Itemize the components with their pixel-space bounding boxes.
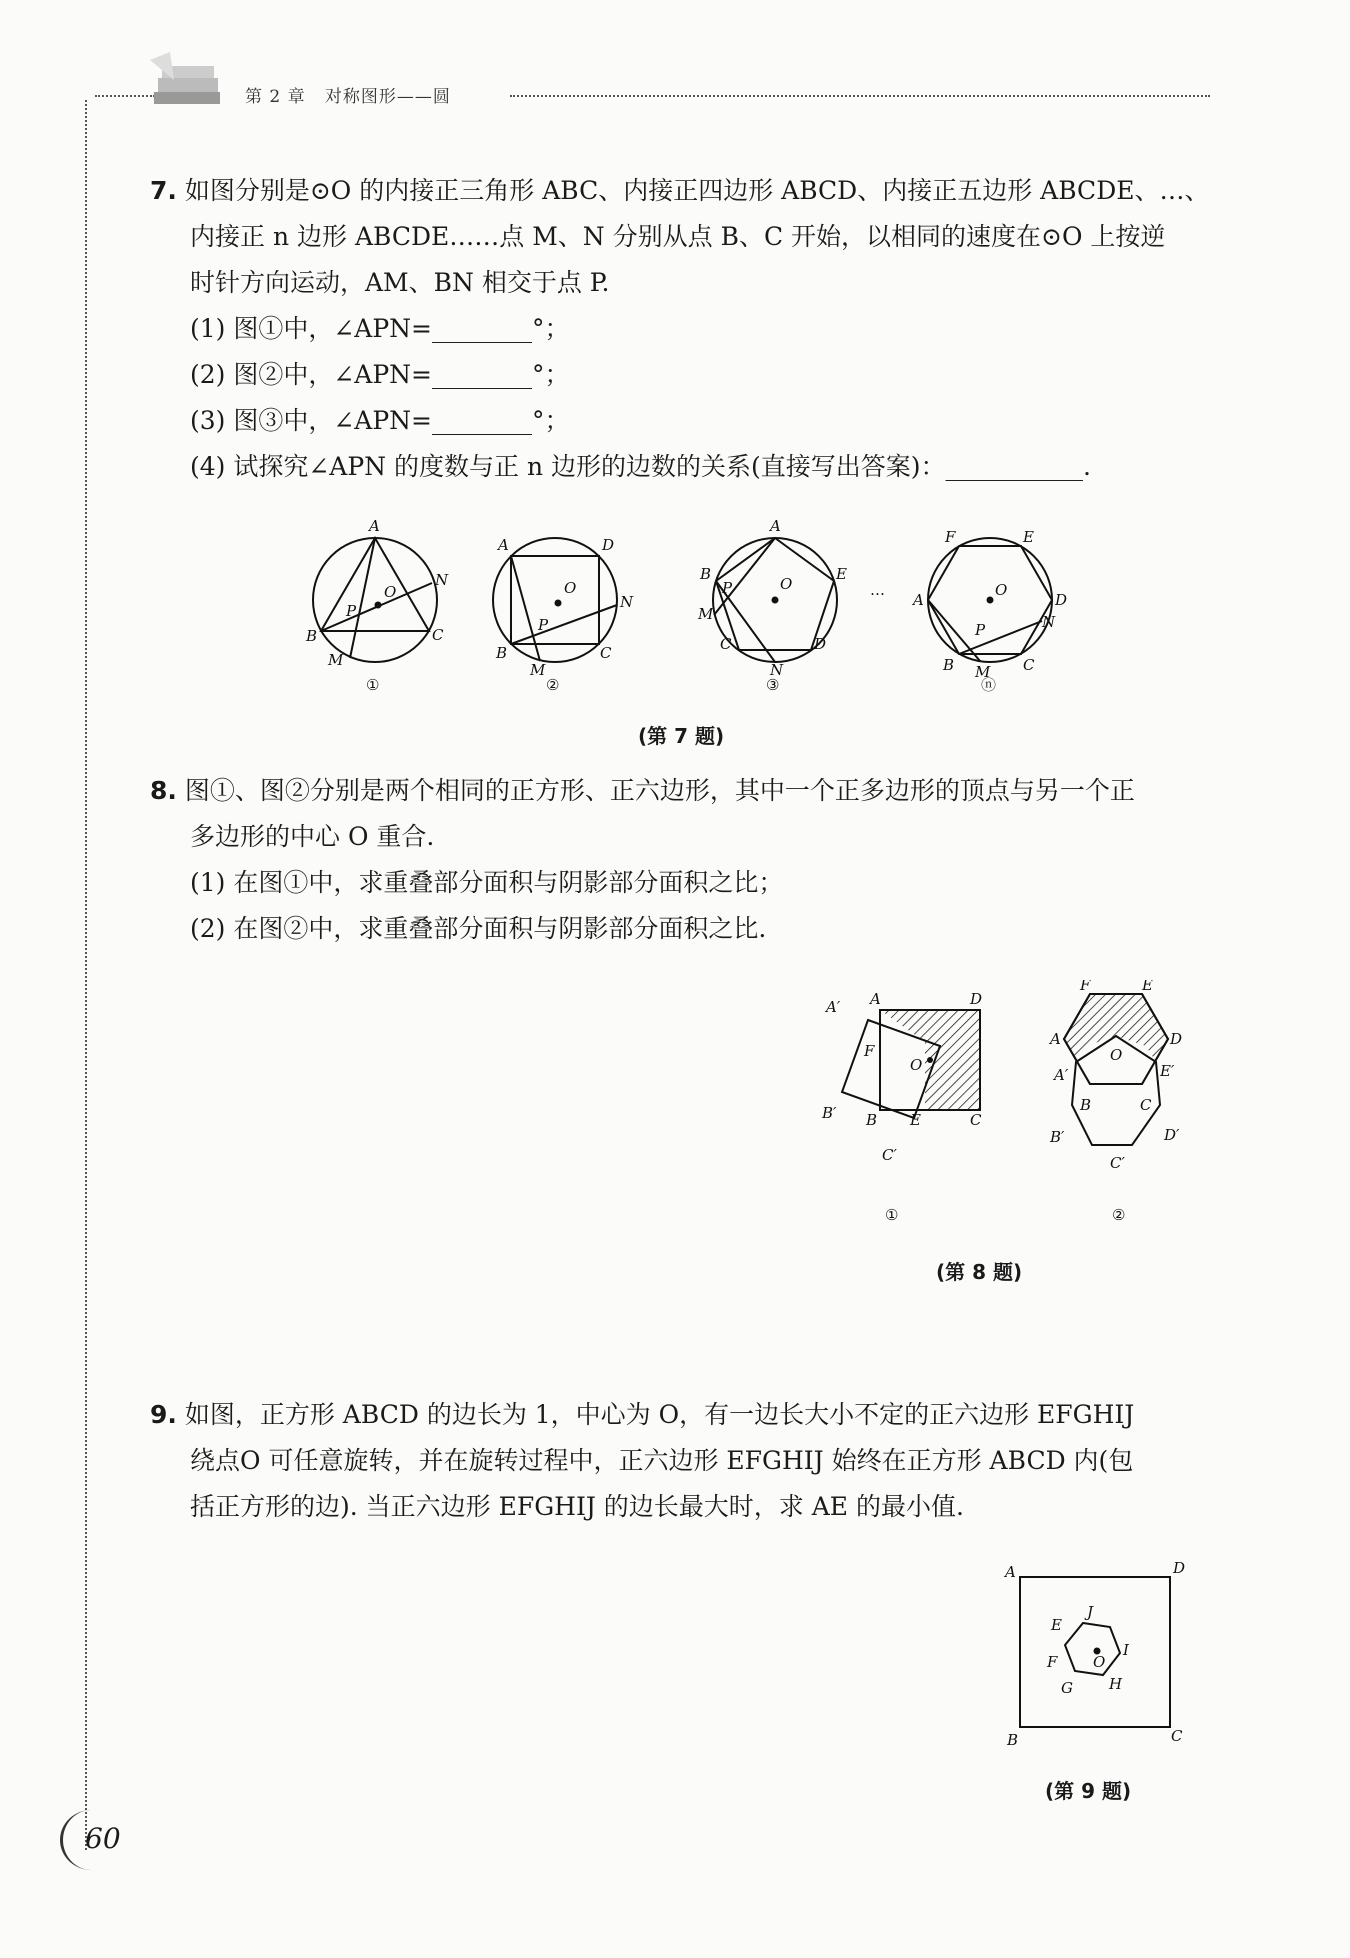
q8-line-2: 多边形的中心 O 重合. (190, 822, 435, 851)
q8-sub-1: (1) 在图①中，求重叠部分面积与阴影部分面积之比； (190, 868, 784, 897)
book-stack-icon (140, 50, 235, 120)
svg-text:B: B (306, 627, 318, 645)
q8-line-1: 8. 图①、图②分别是两个相同的正方形、正六边形，其中一个正多边形的顶点与另一个正 (150, 776, 1135, 805)
svg-text:②: ② (546, 676, 560, 694)
svg-text:B: B (1007, 1731, 1019, 1749)
svg-text:P: P (722, 579, 733, 597)
svg-text:F: F (1047, 1653, 1058, 1671)
svg-text:C: C (432, 626, 444, 644)
svg-text:B′: B′ (822, 1104, 837, 1122)
svg-text:G: G (1061, 1679, 1073, 1697)
svg-text:C′: C′ (1110, 1154, 1125, 1172)
svg-text:C: C (1171, 1727, 1183, 1745)
svg-text:O: O (1093, 1653, 1106, 1671)
svg-text:D: D (814, 635, 827, 653)
q7-sub-3: (3) 图③中，∠APN=________°； (190, 406, 570, 435)
svg-text:ⓝ: ⓝ (981, 676, 997, 694)
svg-text:N: N (1042, 613, 1056, 631)
q7-figure-1 (305, 517, 449, 694)
svg-text:F: F (864, 1042, 875, 1060)
q7-figure-2 (493, 536, 634, 694)
svg-text:C: C (600, 644, 612, 662)
q8-caption: (第 8 题) (936, 1260, 1023, 1284)
svg-text:O: O (780, 575, 793, 593)
svg-text:B: B (943, 656, 955, 674)
svg-text:E: E (1142, 980, 1153, 994)
svg-text:P: P (346, 602, 357, 620)
svg-text:O: O (910, 1056, 923, 1074)
svg-text:B: B (1080, 1096, 1092, 1114)
svg-text:I: I (1123, 1641, 1129, 1659)
q7-line-2: 内接正 n 边形 ABCDE……点 M、N 分别从点 B、C 开始，以相同的速度在⊙O 上按逆 (190, 222, 1166, 251)
svg-text:A: A (1050, 1030, 1061, 1048)
svg-text:O: O (995, 581, 1008, 599)
svg-text:D: D (1170, 1030, 1183, 1048)
q7-ellipsis: … (870, 581, 885, 599)
svg-text:N: N (770, 661, 784, 679)
svg-text:②: ② (1112, 1206, 1126, 1224)
margin-rule (85, 100, 87, 1850)
q7-figures (290, 515, 1090, 695)
svg-text:A: A (369, 517, 380, 535)
svg-text:E: E (1051, 1616, 1062, 1634)
svg-text:A: A (770, 517, 781, 535)
q7-sub-2: (2) 图②中，∠APN=________°； (190, 360, 570, 389)
svg-text:B: B (700, 565, 712, 583)
svg-text:M: M (975, 663, 991, 681)
q9-line-2: 绕点O 可任意旋转，并在旋转过程中，正六边形 EFGHIJ 始终在正方形 ABCD 内(包 (190, 1446, 1134, 1475)
q7-line-1: 7. 如图分别是⊙O 的内接正三角形 ABC、内接正四边形 ABCD、内接正五边形 ABCDE、…、 (150, 176, 1210, 205)
chapter-header: 第 2 章 对称图形——圆 (245, 87, 451, 107)
svg-text:J: J (1087, 1603, 1094, 1621)
svg-text:E′: E′ (1160, 1062, 1175, 1080)
svg-text:B′: B′ (1050, 1128, 1065, 1146)
q9-caption: (第 9 题) (1045, 1779, 1132, 1803)
q8-figure-1 (821, 990, 982, 1224)
svg-text:H: H (1109, 1675, 1123, 1693)
svg-text:E: E (836, 565, 847, 583)
svg-text:F: F (945, 528, 956, 546)
q8-sub-2: (2) 在图②中，求重叠部分面积与阴影部分面积之比. (190, 914, 767, 943)
svg-text:P: P (538, 616, 549, 634)
svg-text:D: D (970, 990, 983, 1008)
q9-line-3: 括正方形的边). 当正六边形 EFGHIJ 的边长最大时，求 AE 的最小值. (190, 1492, 964, 1521)
svg-text:A: A (913, 591, 924, 609)
svg-text:A: A (498, 536, 509, 554)
svg-text:C: C (1023, 656, 1035, 674)
q7-figure-3 (697, 517, 847, 694)
svg-text:③: ③ (766, 676, 780, 694)
svg-text:D′: D′ (1164, 1126, 1180, 1144)
svg-text:M: M (530, 661, 546, 679)
svg-text:M: M (328, 651, 344, 669)
svg-text:①: ① (366, 676, 380, 694)
q9-line-1: 9. 如图，正方形 ABCD 的边长为 1，中心为 O，有一边长大小不定的正六边形 EFGHIJ (150, 1400, 1135, 1429)
page-number: 60 (60, 1810, 123, 1870)
svg-text:O: O (1110, 1046, 1123, 1064)
svg-text:A: A (1005, 1563, 1016, 1581)
svg-text:P: P (975, 621, 986, 639)
q7-line-3: 时针方向运动，AM、BN 相交于点 P. (190, 268, 610, 297)
svg-text:O: O (564, 579, 577, 597)
svg-text:M: M (698, 605, 714, 623)
svg-text:C′: C′ (882, 1146, 897, 1164)
svg-text:C: C (970, 1111, 982, 1129)
q7-caption: (第 7 题) (638, 724, 725, 748)
q9-figure (995, 1555, 1205, 1755)
q7-sub-1: (1) 图①中，∠APN=________°； (190, 314, 570, 343)
svg-text:E: E (910, 1111, 921, 1129)
svg-text:D: D (1173, 1559, 1186, 1577)
svg-text:D: D (1055, 591, 1068, 609)
svg-text:N: N (620, 593, 634, 611)
svg-text:B: B (496, 644, 508, 662)
svg-text:O: O (384, 583, 397, 601)
svg-text:C: C (720, 635, 732, 653)
svg-text:D: D (602, 536, 615, 554)
svg-text:F: F (1080, 980, 1091, 994)
svg-text:B: B (866, 1111, 878, 1129)
svg-text:E: E (1023, 528, 1034, 546)
svg-text:A′: A′ (826, 998, 841, 1016)
q8-figure-2 (1048, 980, 1182, 1224)
svg-text:C: C (1140, 1096, 1152, 1114)
svg-text:A: A (870, 990, 881, 1008)
q7-sub-4: (4) 试探究∠APN 的度数与正 n 边形的边数的关系(直接写出答案)：___________. (190, 452, 1091, 481)
q7-figure-n (911, 528, 1067, 694)
svg-text:A′: A′ (1054, 1066, 1069, 1084)
header-rule (510, 95, 1210, 97)
svg-text:①: ① (885, 1206, 899, 1224)
q8-figures (770, 980, 1210, 1240)
svg-text:N: N (435, 571, 449, 589)
